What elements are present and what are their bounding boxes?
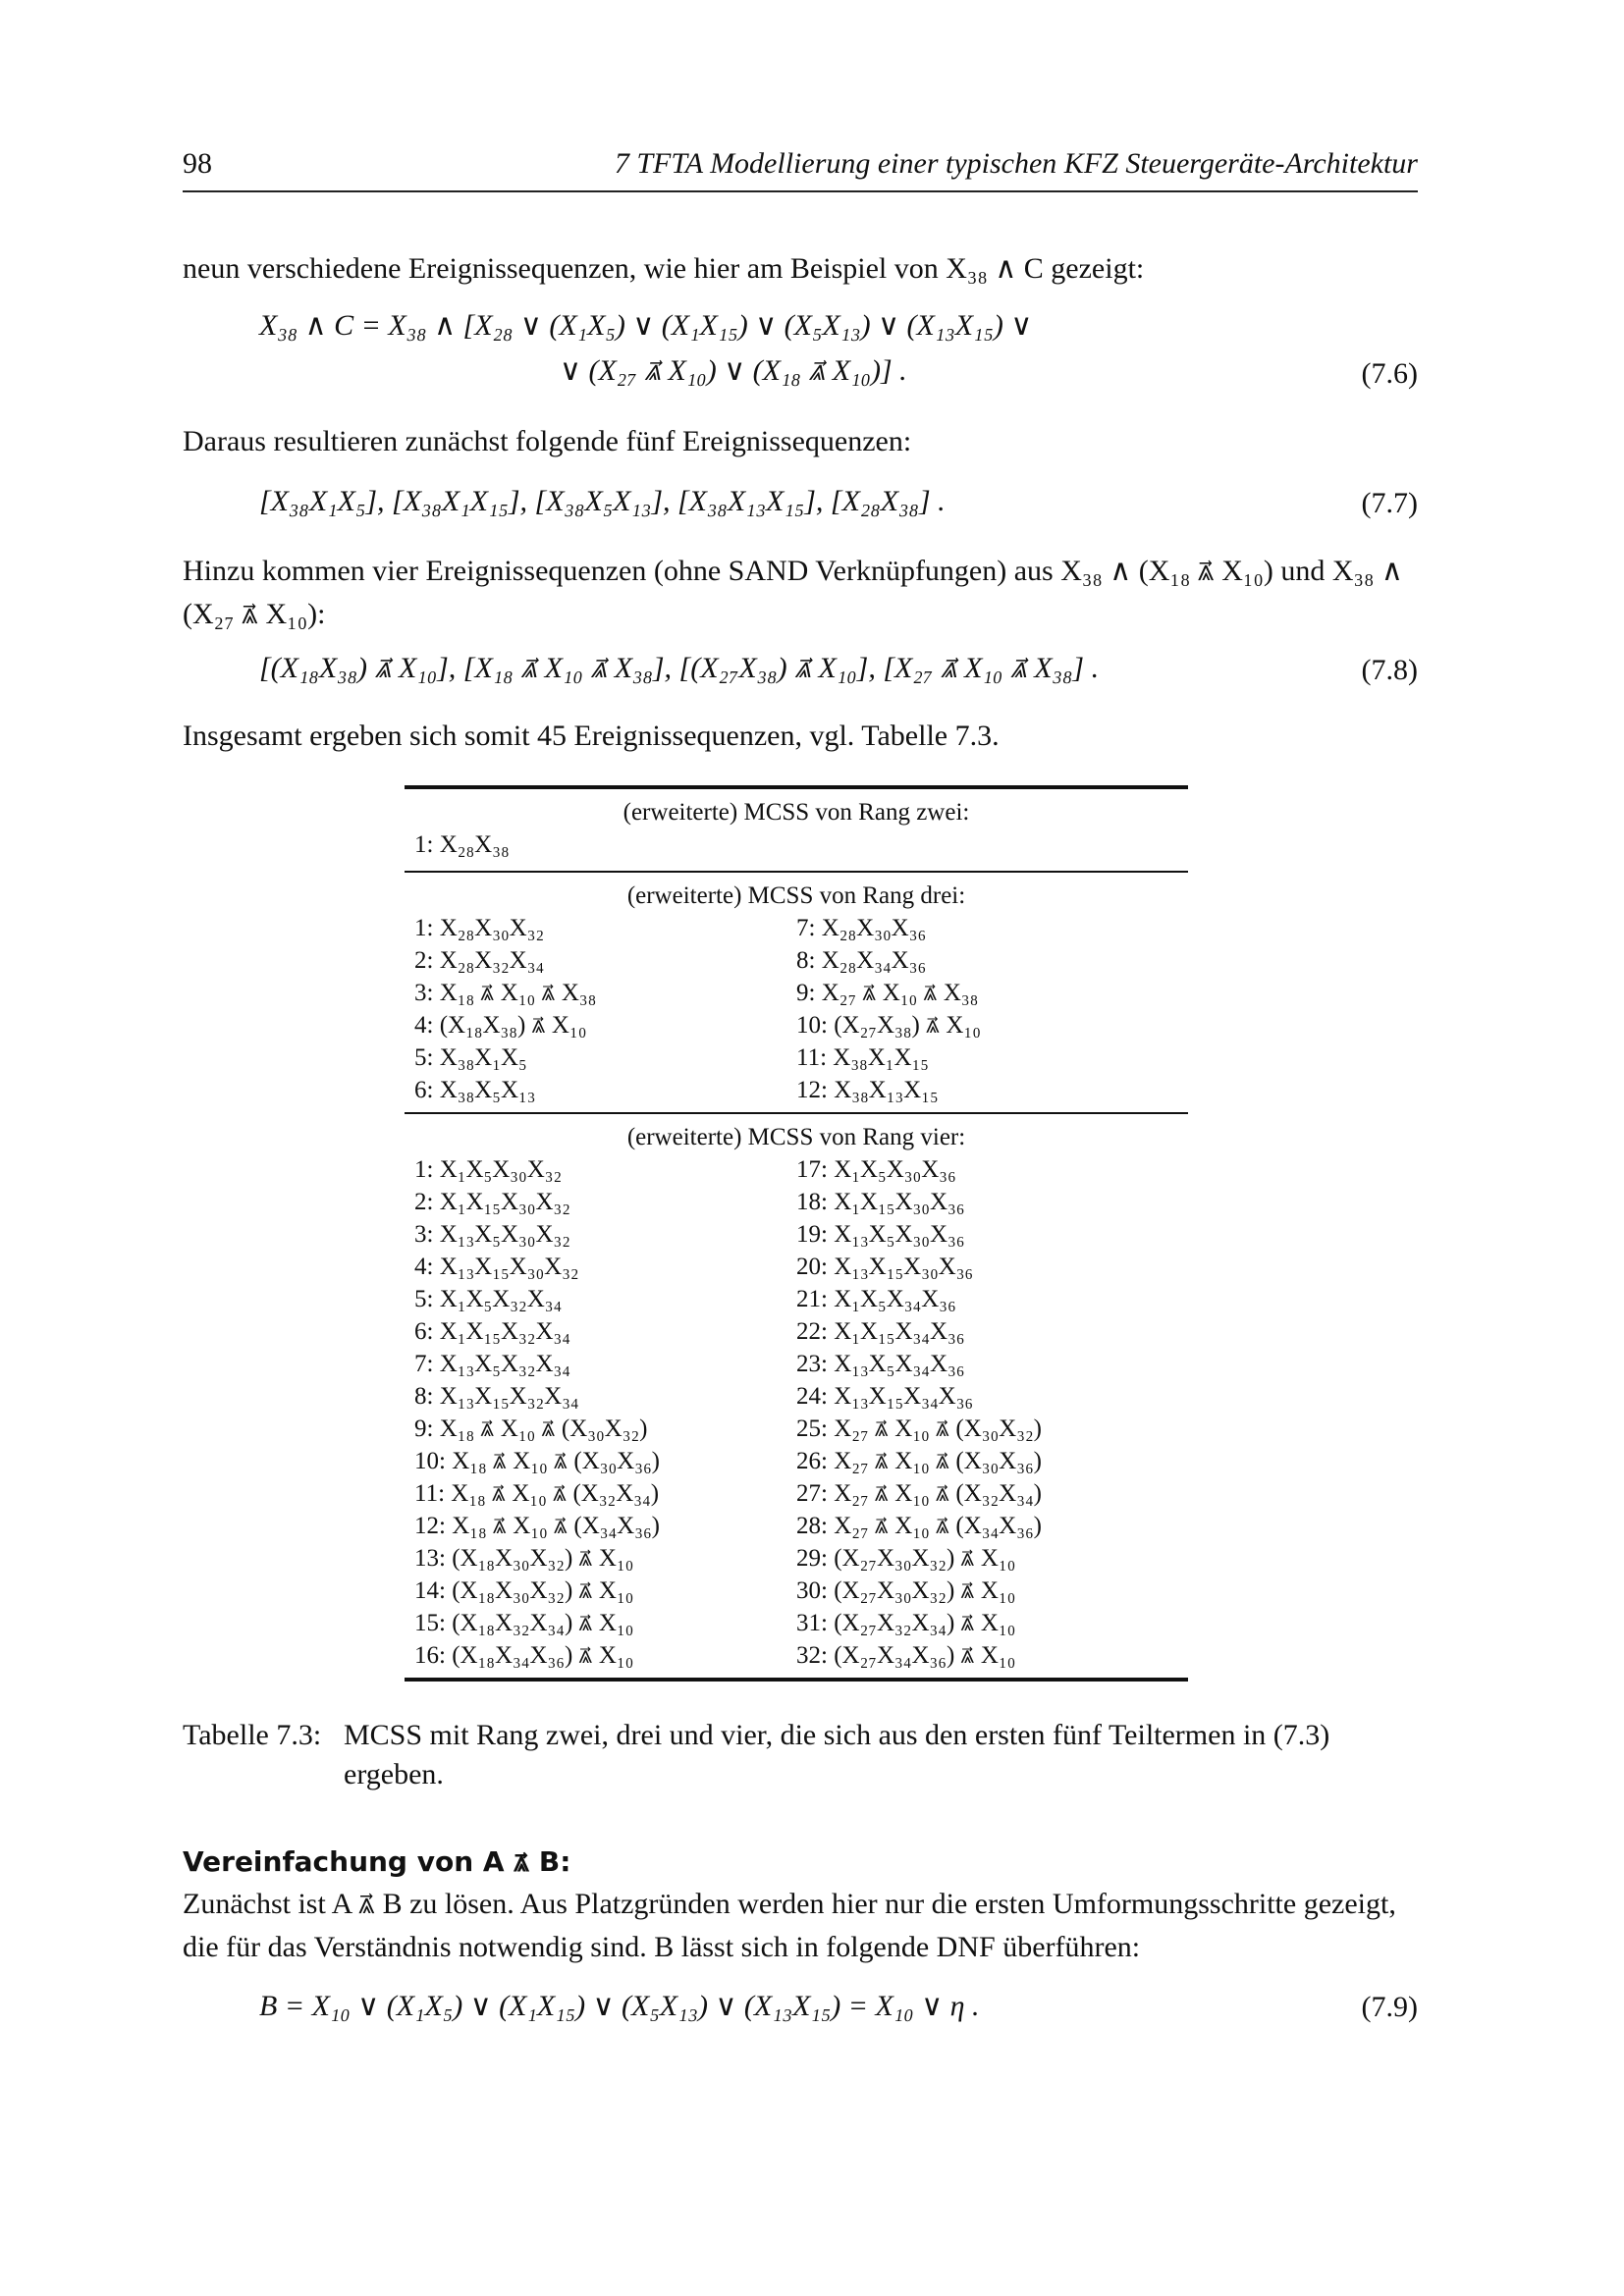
section-title-rank3: (erweiterte) MCSS von Rang drei: xyxy=(626,882,966,909)
mcss-entry: 31: (X₂₇X₃₂X₃₄) ⩓⃗ X₁₀ xyxy=(796,1610,1016,1636)
mcss-entry: 3: X₁₃X₅X₃₀X₃₂ xyxy=(414,1221,570,1248)
rank4-right-column xyxy=(796,1153,1188,1672)
caption-label: Tabelle 7.3: xyxy=(183,1719,322,1751)
mcss-entry: 1: X₂₈X₃₈ xyxy=(414,831,510,858)
mcss-entry: 7: X₂₈X₃₀X₃₆ xyxy=(796,915,927,941)
page-header xyxy=(183,147,1418,192)
mcss-table xyxy=(405,785,1188,1682)
mcss-entry: 11: X₁₈ ⩓⃗ X₁₀ ⩓⃗ (X₃₂X₃₄) xyxy=(414,1480,660,1507)
rank2-right-column xyxy=(796,828,1188,861)
mcss-entry: 5: X₁X₅X₃₂X₃₄ xyxy=(414,1286,563,1312)
mcss-entry: 15: (X₁₈X₃₂X₃₄) ⩓⃗ X₁₀ xyxy=(414,1610,634,1636)
mcss-entry: 22: X₁X₁₅X₃₄X₃₆ xyxy=(796,1318,965,1345)
mcss-entry: 21: X₁X₅X₃₄X₃₆ xyxy=(796,1286,956,1312)
mcss-entry: 28: X₂₇ ⩓⃗ X₁₀ ⩓⃗ (X₃₄X₃₆) xyxy=(796,1513,1042,1539)
mcss-entry: 3: X₁₈ ⩓⃗ X₁₀ ⩓⃗ X₃₈ xyxy=(414,980,597,1006)
mcss-entry: 17: X₁X₅X₃₀X₃₆ xyxy=(796,1156,956,1183)
table-bottom-rule xyxy=(405,1678,1188,1682)
paragraph-insgesamt: Insgesamt ergeben sich somit 45 Ereignissequenzen, vgl. Tabelle 7.3. xyxy=(183,720,1000,752)
mcss-entry: 6: X₃₈X₅X₁₃ xyxy=(414,1077,536,1103)
table-section-rank4 xyxy=(405,1114,1188,1678)
mcss-entry: 18: X₁X₁₅X₃₀X₃₆ xyxy=(796,1189,965,1215)
equation-number-7-6: (7.6) xyxy=(1361,357,1418,390)
mcss-entry: 10: (X₂₇X₃₈) ⩓⃗ X₁₀ xyxy=(796,1012,981,1039)
mcss-entry: 13: (X₁₈X₃₀X₃₂) ⩓⃗ X₁₀ xyxy=(414,1545,634,1572)
equation-7-7: [X₃₈X₁X₅], [X₃₈X₁X₁₅], [X₃₈X₅X₁₃], [X₃₈X₁₃X₁₅], [X₂₈X₃₈] . xyxy=(259,485,946,517)
intro-paragraph: neun verschiedene Ereignissequenzen, wie hier am Beispiel von X₃₈ ∧ C gezeigt: xyxy=(183,252,1145,285)
paragraph-daraus: Daraus resultieren zunächst folgende fünf Ereignissequenzen: xyxy=(183,425,912,457)
mcss-entry: 4: (X₁₈X₃₈) ⩓⃗ X₁₀ xyxy=(414,1012,587,1039)
mcss-entry: 8: X₂₈X₃₄X₃₆ xyxy=(796,947,927,974)
rank3-right-column xyxy=(796,912,1188,1106)
equation-number-7-9: (7.9) xyxy=(1361,1991,1418,2023)
caption-text: MCSS mit Rang zwei, drei und vier, die sich aus den ersten fünf Teiltermen in (7.3) ergeben. xyxy=(344,1719,1330,1790)
mcss-entry: 12: X₁₈ ⩓⃗ X₁₀ ⩓⃗ (X₃₄X₃₆) xyxy=(414,1513,660,1539)
mcss-entry: 7: X₁₃X₅X₃₂X₃₄ xyxy=(414,1351,570,1377)
section-title-rank4: (erweiterte) MCSS von Rang vier: xyxy=(626,1124,966,1150)
table-section-rank2 xyxy=(405,789,1188,871)
mcss-entry: 11: X₃₈X₁X₁₅ xyxy=(796,1044,930,1071)
equation-number-7-7: (7.7) xyxy=(1361,487,1418,519)
rank4-left-column xyxy=(405,1153,796,1672)
mcss-entry: 9: X₂₇ ⩓⃗ X₁₀ ⩓⃗ X₃₈ xyxy=(796,980,979,1006)
mcss-entry: 4: X₁₃X₁₅X₃₀X₃₂ xyxy=(414,1254,579,1280)
mcss-entry: 20: X₁₃X₁₅X₃₀X₃₆ xyxy=(796,1254,974,1280)
running-head: 7 TFTA Modellierung einer typischen KFZ Steuergeräte-Architektur xyxy=(614,147,1418,180)
table-section-rank3 xyxy=(405,873,1188,1112)
mcss-entry: 8: X₁₃X₁₅X₃₂X₃₄ xyxy=(414,1383,579,1410)
mcss-entry: 16: (X₁₈X₃₄X₃₆) ⩓⃗ X₁₀ xyxy=(414,1642,634,1669)
mcss-entry: 1: X₂₈X₃₀X₃₂ xyxy=(414,915,545,941)
section-title-rank2: (erweiterte) MCSS von Rang zwei: xyxy=(623,799,970,826)
mcss-entry: 32: (X₂₇X₃₄X₃₆) ⩓⃗ X₁₀ xyxy=(796,1642,1016,1669)
paragraph-hinzu: Hinzu kommen vier Ereignissequenzen (ohne SAND Verknüpfungen) aus X₃₈ ∧ (X₁₈ ⩓⃗ X₁₀) und X₃₈ ∧ (X₂₇ ⩓⃗ X₁₀): xyxy=(183,555,1403,630)
mcss-entry: 5: X₃₈X₁X₅ xyxy=(414,1044,527,1071)
mcss-entry: 2: X₂₈X₃₂X₃₄ xyxy=(414,947,545,974)
mcss-entry: 25: X₂₇ ⩓⃗ X₁₀ ⩓⃗ (X₃₀X₃₂) xyxy=(796,1415,1042,1442)
equation-7-8: [(X₁₈X₃₈) ⩓⃗ X₁₀], [X₁₈ ⩓⃗ X₁₀ ⩓⃗ X₃₈], [(X₂₇X₃₈) ⩓⃗ X₁₀], [X₂₇ ⩓⃗ X₁₀ ⩓⃗ X₃₈] . xyxy=(259,652,1100,684)
mcss-entry: 12: X₃₈X₁₃X₁₅ xyxy=(796,1077,939,1103)
equation-7-6-line2: ∨ (X₂₇ ⩓⃗ X₁₀) ∨ (X₁₈ ⩓⃗ X₁₀)] . xyxy=(560,354,907,387)
mcss-entry: 27: X₂₇ ⩓⃗ X₁₀ ⩓⃗ (X₃₂X₃₄) xyxy=(796,1480,1042,1507)
mcss-entry: 29: (X₂₇X₃₀X₃₂) ⩓⃗ X₁₀ xyxy=(796,1545,1016,1572)
paragraph-zunaechst: Zunächst ist A ⩓⃗ B zu lösen. Aus Platzgründen werden hier nur die ersten Umformungsschritte gezeigt, die für das Verständnis notwendig sind. B lässt sich in folgende DNF überführen: xyxy=(183,1888,1396,1963)
mcss-entry: 1: X₁X₅X₃₀X₃₂ xyxy=(414,1156,563,1183)
subsection-heading: Vereinfachung von A ⩓⃗ B: xyxy=(183,1845,571,1878)
mcss-entry: 10: X₁₈ ⩓⃗ X₁₀ ⩓⃗ (X₃₀X₃₆) xyxy=(414,1448,660,1474)
mcss-entry: 9: X₁₈ ⩓⃗ X₁₀ ⩓⃗ (X₃₀X₃₂) xyxy=(414,1415,648,1442)
page-number: 98 xyxy=(183,147,212,180)
mcss-entry: 19: X₁₃X₅X₃₀X₃₆ xyxy=(796,1221,965,1248)
equation-number-7-8: (7.8) xyxy=(1361,654,1418,686)
rank2-left-column xyxy=(405,828,796,861)
mcss-entry: 6: X₁X₁₅X₃₂X₃₄ xyxy=(414,1318,570,1345)
mcss-entry: 24: X₁₃X₁₅X₃₄X₃₆ xyxy=(796,1383,974,1410)
mcss-entry: 23: X₁₃X₅X₃₄X₃₆ xyxy=(796,1351,965,1377)
mcss-entry: 2: X₁X₁₅X₃₀X₃₂ xyxy=(414,1189,570,1215)
mcss-entry: 26: X₂₇ ⩓⃗ X₁₀ ⩓⃗ (X₃₀X₃₆) xyxy=(796,1448,1042,1474)
mcss-entry: 14: (X₁₈X₃₀X₃₂) ⩓⃗ X₁₀ xyxy=(414,1577,634,1604)
equation-7-6-line1: X₃₈ ∧ C = X₃₈ ∧ [X₂₈ ∨ (X₁X₅) ∨ (X₁X₁₅) ∨ (X₅X₁₃) ∨ (X₁₃X₁₅) ∨ xyxy=(259,309,1033,342)
rank3-left-column xyxy=(405,912,796,1106)
mcss-entry: 30: (X₂₇X₃₀X₃₂) ⩓⃗ X₁₀ xyxy=(796,1577,1016,1604)
equation-7-9: B = X₁₀ ∨ (X₁X₅) ∨ (X₁X₁₅) ∨ (X₅X₁₃) ∨ (X₁₃X₁₅) = X₁₀ ∨ η . xyxy=(259,1990,980,2022)
